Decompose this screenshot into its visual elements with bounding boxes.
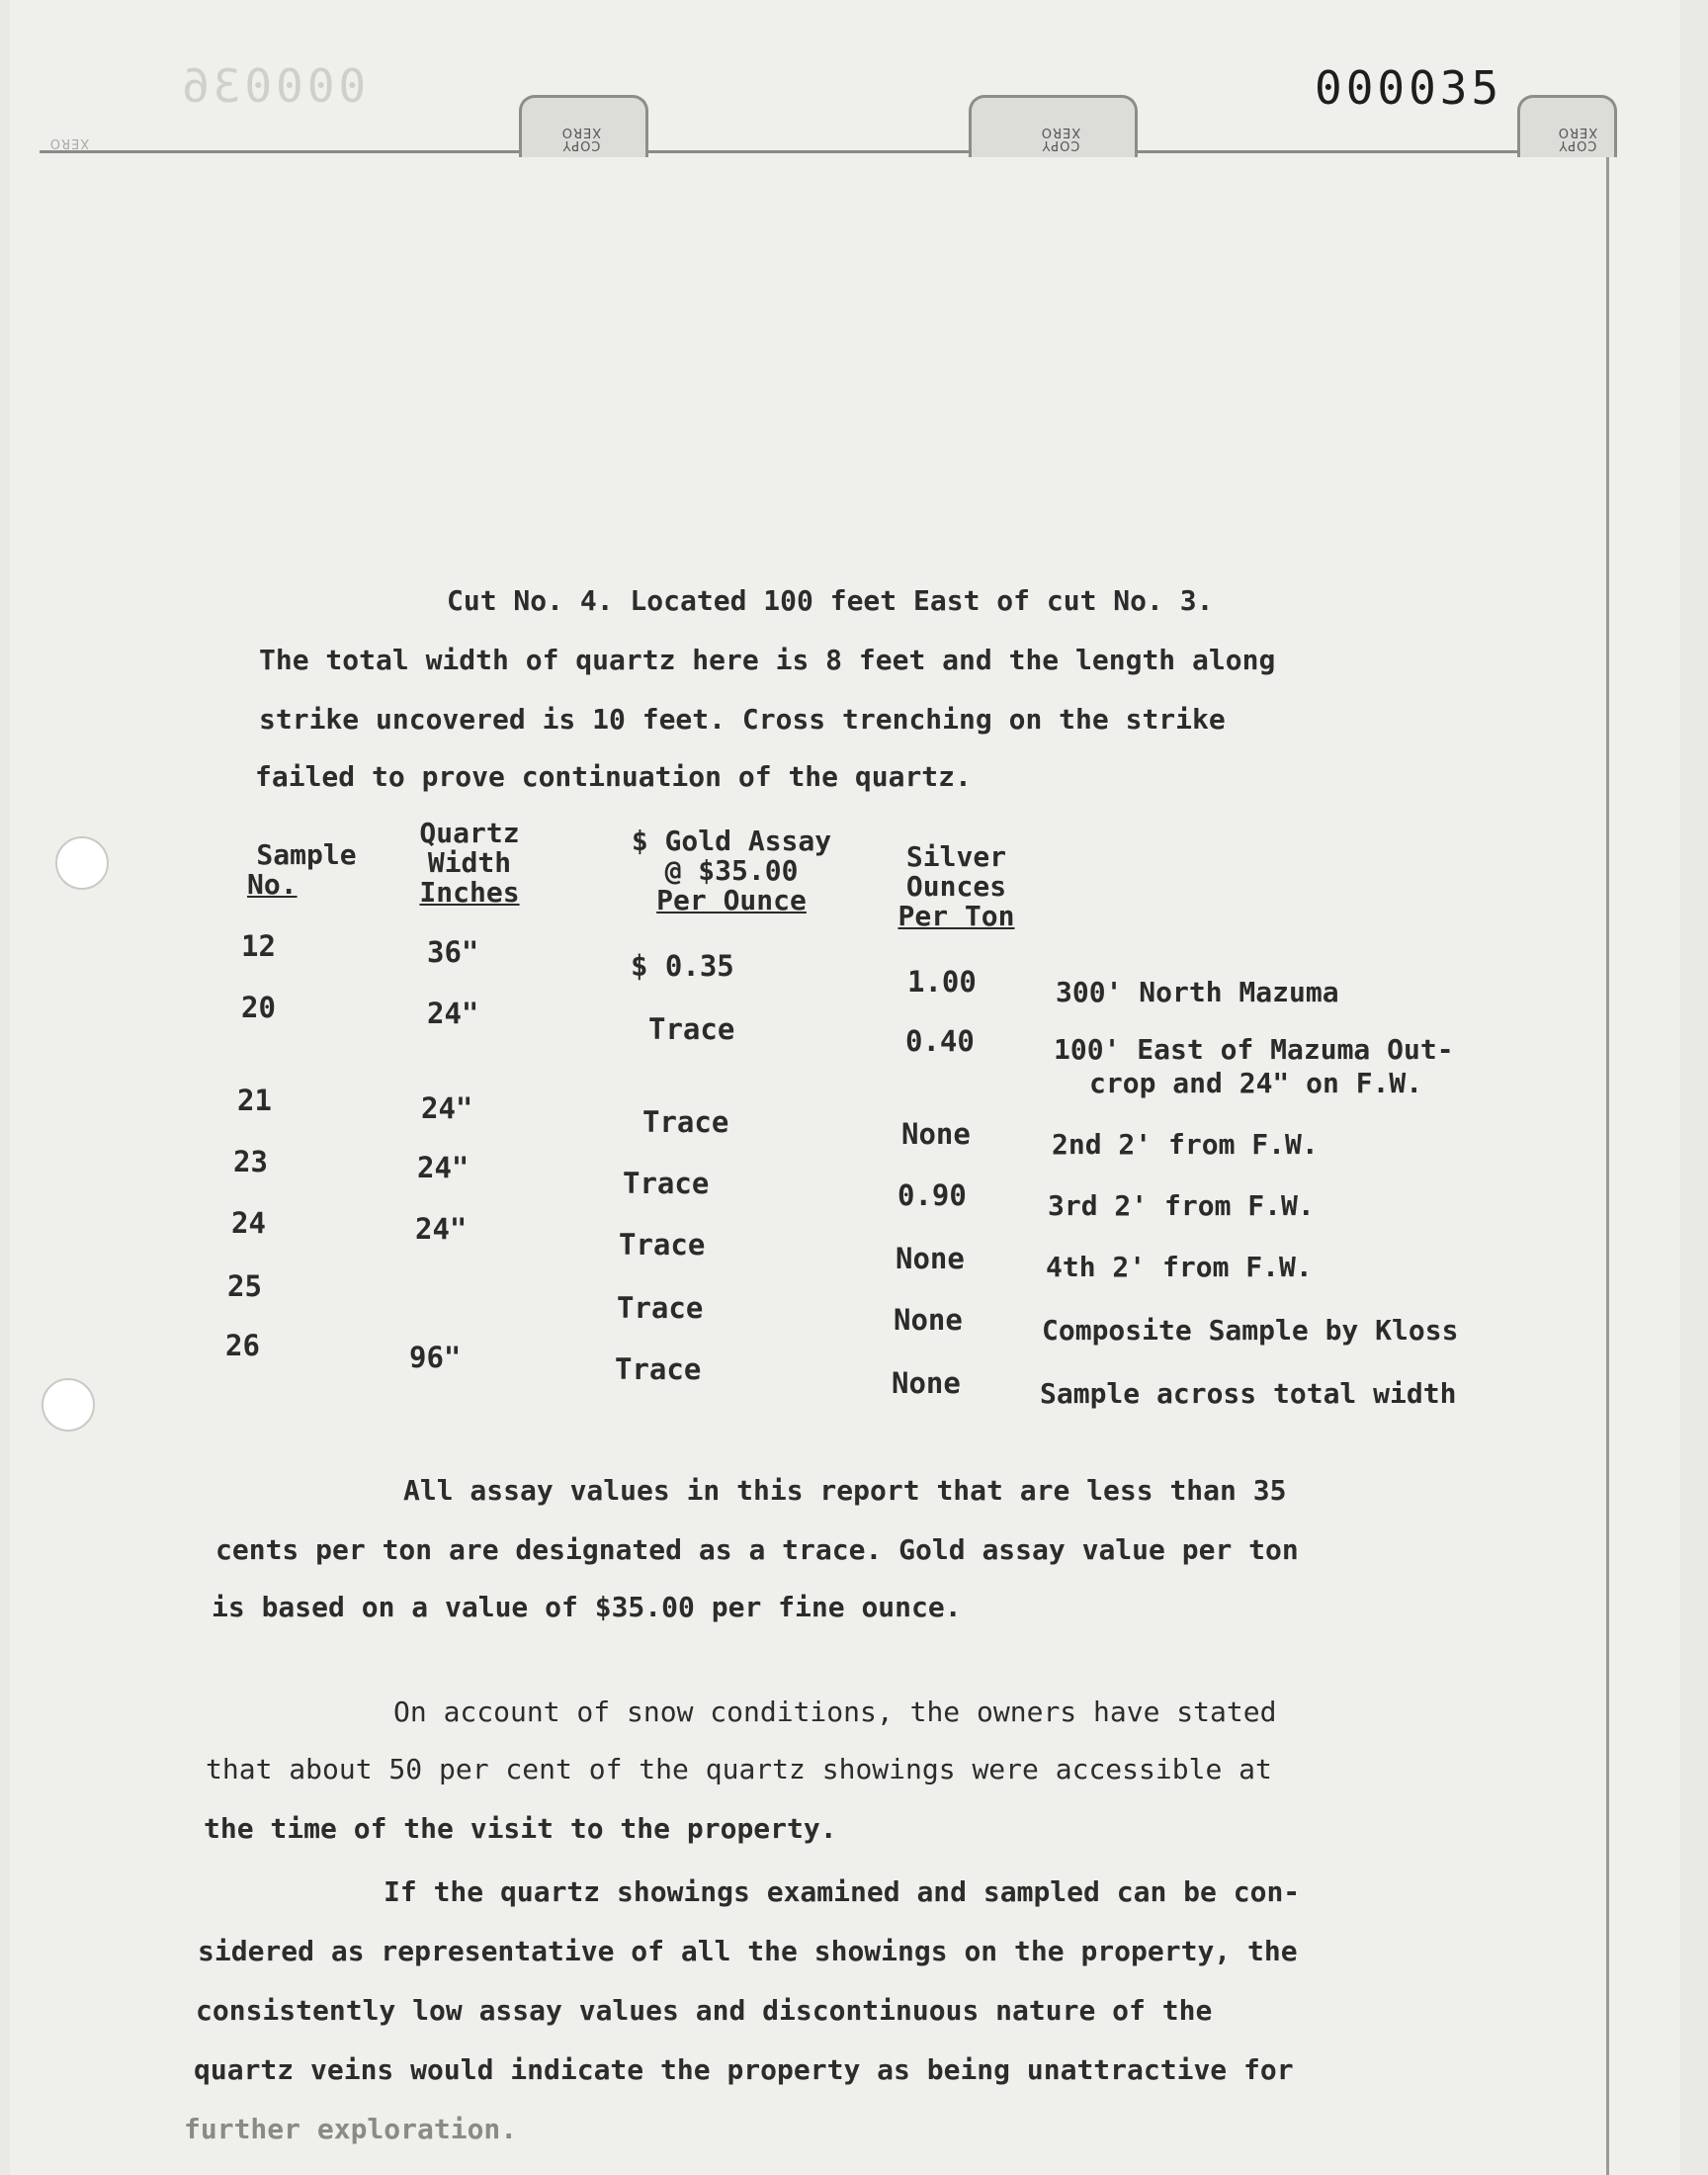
row-note: Composite Sample by Kloss (1042, 1314, 1459, 1347)
width-cell: 24" (427, 997, 479, 1030)
width-cell: 96" (409, 1341, 462, 1374)
sample-no-cell: 25 (227, 1269, 262, 1303)
silver-cell: 0.40 (905, 1024, 975, 1058)
gold-cell: Trace (642, 1105, 729, 1139)
xero-copy-stamp-faint: XERO (48, 135, 90, 150)
row-note: Sample across total width (1040, 1377, 1457, 1410)
body-line: quartz veins would indicate the property as being unattractive for (194, 2053, 1294, 2086)
silver-cell: None (894, 1303, 963, 1337)
body-line: consistently low assay values and discontinuous nature of the (196, 1994, 1213, 2027)
punch-hole (42, 1378, 95, 1432)
body-line: the time of the visit to the property. (204, 1812, 837, 1845)
body-line: strike uncovered is 10 feet. Cross trenching on the strike (259, 703, 1226, 736)
xero-copy-tab (1517, 95, 1617, 157)
gold-cell: Trace (623, 1167, 710, 1200)
sample-no-cell: 12 (241, 929, 276, 963)
silver-cell: None (901, 1117, 971, 1151)
punch-hole (55, 836, 109, 890)
mirrored-page-number: 000036 (178, 59, 367, 113)
xero-copy-tab (519, 95, 648, 157)
cut-heading-line: Cut No. 4. Located 100 feet East of cut No. 3. (447, 584, 1214, 617)
header-gold-assay: $ Gold Assay @ $35.00 Per Ounce (631, 825, 832, 916)
gold-cell: Trace (648, 1012, 735, 1046)
gold-cell: Trace (619, 1228, 706, 1262)
silver-cell: None (892, 1366, 961, 1400)
silver-cell: 1.00 (907, 965, 977, 999)
page-right-edge (1606, 148, 1609, 2175)
sample-no-cell: 21 (237, 1084, 272, 1117)
body-line: is based on a value of $35.00 per fine ounce. (212, 1591, 962, 1623)
row-note: crop and 24" on F.W. (1089, 1067, 1423, 1099)
width-cell: 24" (421, 1091, 473, 1125)
gold-cell: Trace (617, 1291, 704, 1325)
gold-cell: $ 0.35 (631, 949, 734, 983)
width-cell: 36" (427, 935, 479, 969)
sample-no-cell: 23 (233, 1145, 268, 1178)
body-line: If the quartz showings examined and sampled can be con- (384, 1875, 1301, 1908)
sample-no-cell: 26 (225, 1329, 260, 1362)
body-line: The total width of quartz here is 8 feet and the length along (259, 644, 1276, 676)
body-line: sidered as representative of all the showings on the property, the (198, 1935, 1298, 1967)
header-quartz-width: Quartz Width Inches (419, 817, 520, 909)
silver-cell: None (896, 1242, 965, 1275)
copy-edge-line (40, 150, 1611, 153)
row-note: 3rd 2' from F.W. (1048, 1189, 1315, 1222)
width-cell: 24" (417, 1151, 470, 1184)
sample-no-cell: 20 (241, 991, 276, 1024)
body-line: failed to prove continuation of the quartz. (255, 760, 972, 793)
row-note: 100' East of Mazuma Out- (1054, 1033, 1454, 1066)
xero-copy-tab (969, 95, 1138, 157)
silver-cell: 0.90 (897, 1178, 967, 1212)
body-line: that about 50 per cent of the quartz showings were accessible at (206, 1753, 1272, 1785)
row-note: 4th 2' from F.W. (1046, 1251, 1313, 1283)
width-cell: 24" (415, 1212, 468, 1246)
sample-no-cell: 24 (231, 1206, 266, 1240)
row-note: 2nd 2' from F.W. (1052, 1128, 1319, 1161)
header-sample-no: Sample No. (247, 838, 357, 901)
page-number: 000035 (1315, 61, 1503, 115)
body-line: cents per ton are designated as a trace. Gold assay value per ton (215, 1533, 1299, 1566)
xero-copy-stamp: COPY XERO (1557, 125, 1598, 152)
row-note: 300' North Mazuma (1056, 976, 1339, 1008)
xero-copy-stamp: COPY XERO (1040, 125, 1081, 152)
header-silver-ounces: Silver Ounces Per Ton (897, 840, 1015, 932)
body-line: On account of snow conditions, the owners have stated (393, 1696, 1277, 1728)
gold-cell: Trace (615, 1352, 702, 1386)
body-line: further exploration. (184, 2113, 518, 2145)
xero-copy-stamp: COPY XERO (560, 125, 602, 152)
body-line: All assay values in this report that are less than 35 (403, 1474, 1287, 1507)
